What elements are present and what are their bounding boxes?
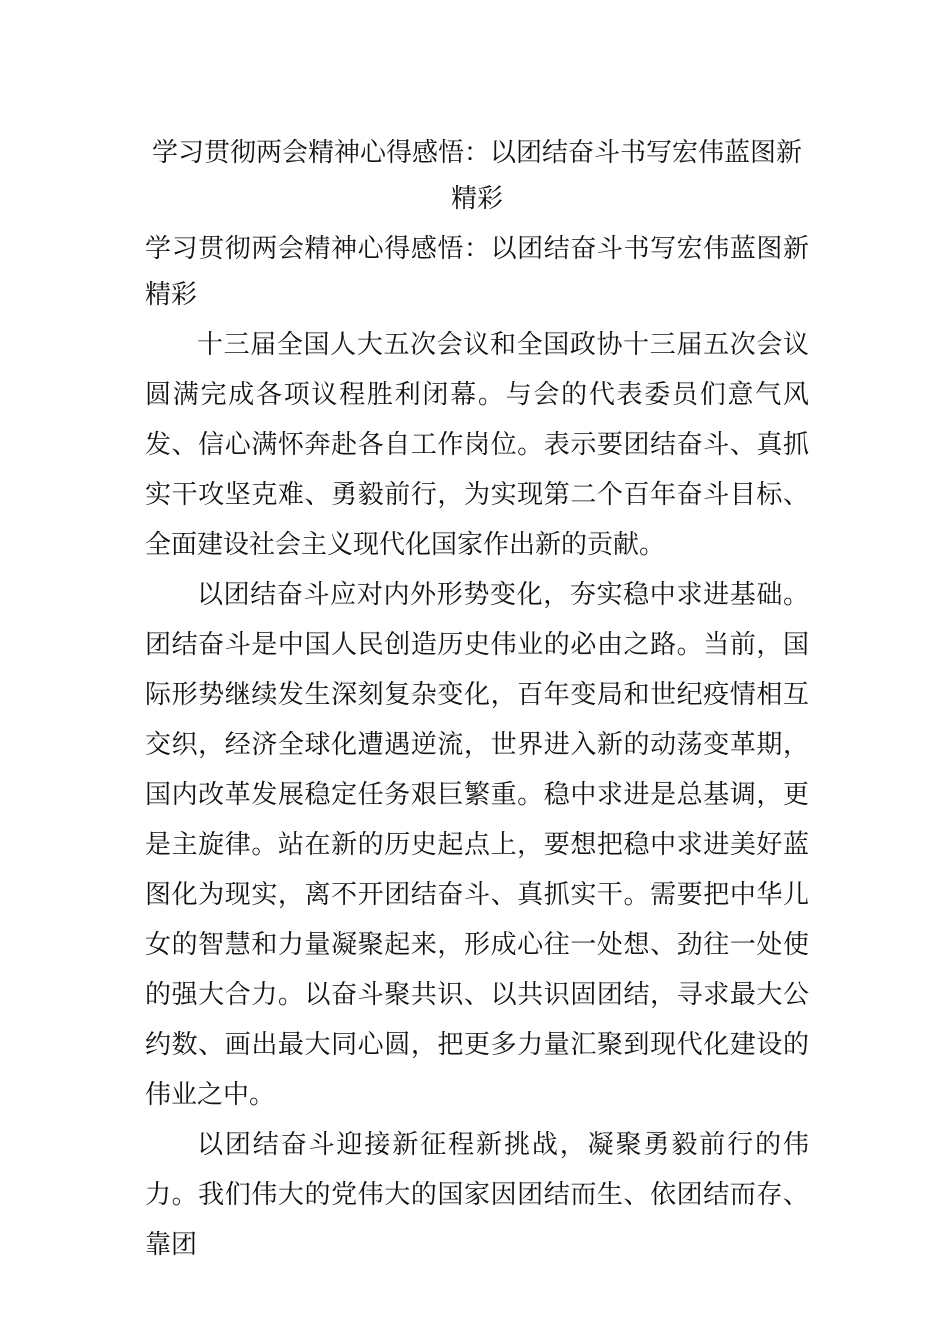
paragraph-1: 十三届全国人大五次会议和全国政协十三届五次会议圆满完成各项议程胜利闭幕。与会的代表委员们意气风发、信心满怀奔赴各自工作岗位。表示要团结奋斗、真抓实干攻坚克难、勇毅前行，为实现第二个百年奋斗目标、全面建设社会主义现代化国家作出新的贡献。 [145, 330, 809, 560]
document-subtitle: 学习贯彻两会精神心得感悟：以团结奋斗书写宏伟蓝图新精彩 [145, 234, 809, 310]
document-title: 学习贯彻两会精神心得感悟：以团结奋斗书写宏伟蓝图新精彩 [151, 138, 802, 214]
paragraph-2: 以团结奋斗应对内外形势变化，夯实稳中求进基础。团结奋斗是中国人民创造历史伟业的必由之路。当前，国际形势继续发生深刻复杂变化，百年变局和世纪疫情相互交织，经济全球化遭遇逆流，世界进入新的动荡变革期，国内改革发展稳定任务艰巨繁重。稳中求进是总基调，更是主旋律。站在新的历史起点上，要想把稳中求进美好蓝图化为现实，离不开团结奋斗、真抓实干。需要把中华儿女的智慧和力量凝聚起来，形成心往一处想、劲往一处使的强大合力。以奋斗聚共识、以共识固团结，寻求最大公约数、画出最大同心圆，把更多力量汇聚到现代化建设的伟业之中。 [145, 580, 809, 1110]
document-body [145, 130, 809, 1270]
paragraph-3: 以团结奋斗迎接新征程新挑战，凝聚勇毅前行的伟力。我们伟大的党伟大的国家因团结而生、依团结而存、靠团 [145, 1130, 809, 1260]
